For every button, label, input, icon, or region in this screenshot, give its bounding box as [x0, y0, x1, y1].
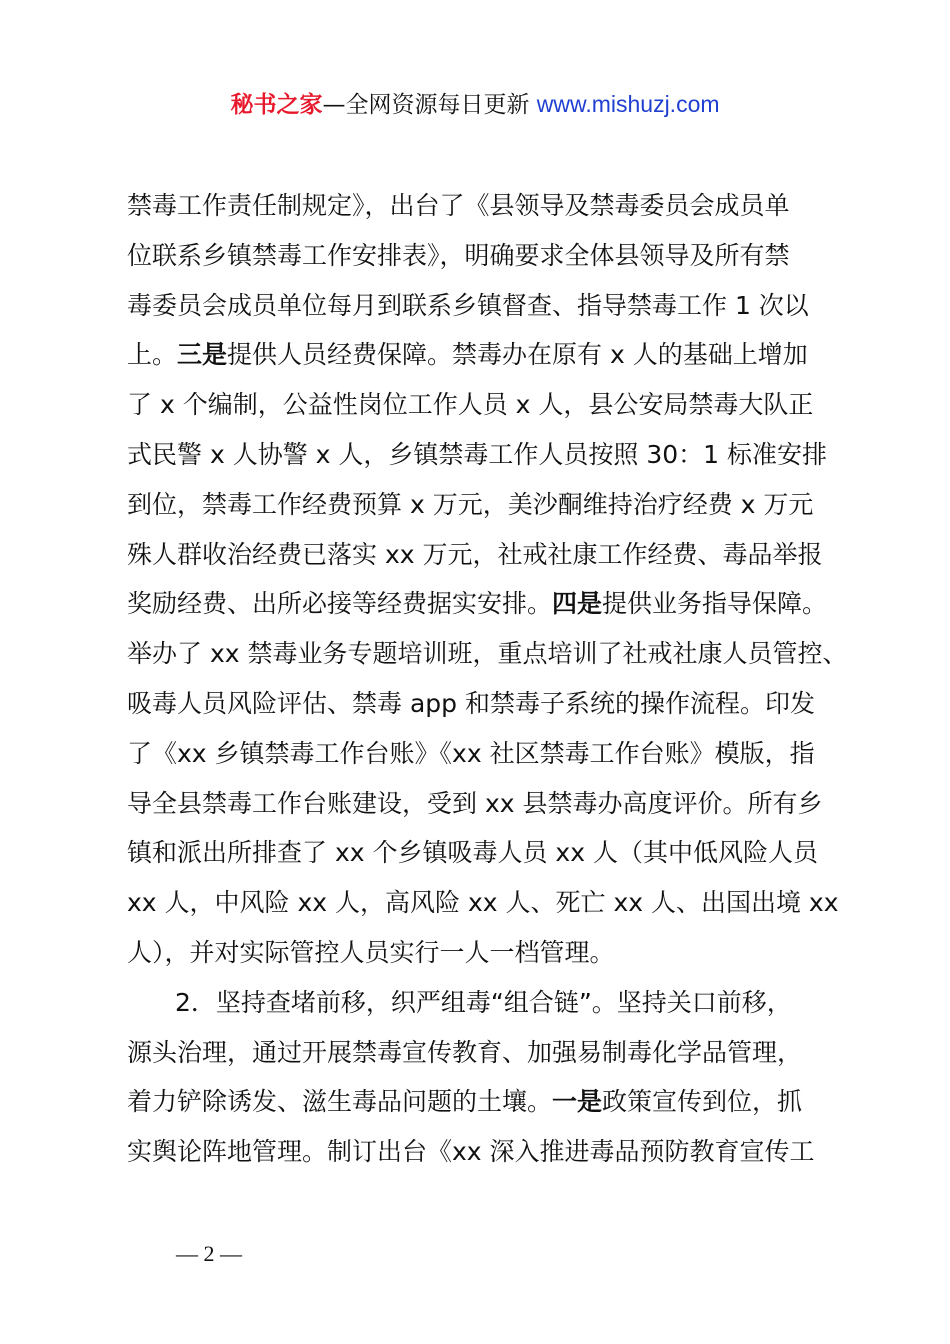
text-line: 镇和派出所排查了 xx 个乡镇吸毒人员 xx 人（其中低风险人员 [127, 838, 818, 868]
text-line: 了《xx 乡镇禁毒工作台账》《xx 社区禁毒工作台账》模版，指 [127, 738, 815, 768]
text-line: 着力铲除诱发、滋生毒品问题的土壤。一是政策宣传到位，抓 [127, 1087, 803, 1117]
text-line: 源头治理，通过开展禁毒宣传教育、加强易制毒化学品管理， [127, 1037, 803, 1067]
site-banner [0, 88, 950, 121]
brand-name: 秘书之家 [230, 92, 323, 118]
text-line: 2．坚持查堵前移，织严组毒“组合链”。坚持关口前移， [175, 987, 792, 1017]
text-line: 奖励经费、出所必接等经费据实安排。四是提供业务指导保障。 [127, 589, 828, 619]
text-line: 举办了 xx 禁毒业务专题培训班，重点培训了社戒社康人员管控、 [127, 639, 848, 669]
text-line: 殊人群收治经费已落实 xx 万元，社戒社康工作经费、毒品举报 [127, 539, 823, 569]
text-line: 上。三是提供人员经费保障。禁毒办在原有 x 人的基础上增加 [127, 340, 808, 370]
text-line: 到位，禁毒工作经费预算 x 万元，美沙酮维持治疗经费 x 万元 [127, 489, 814, 519]
emphasis-label: 四是 [552, 589, 603, 619]
page-number: — 2 — [176, 1241, 242, 1266]
text-line: 吸毒人员风险评估、禁毒 app 和禁毒子系统的操作流程。印发 [127, 688, 815, 718]
document-body [127, 181, 848, 1177]
emphasis-label: 三是 [177, 340, 228, 370]
emphasis-label: 一是 [552, 1087, 603, 1117]
text-line: 实舆论阵地管理。制订出台《xx 深入推进毒品预防教育宣传工 [127, 1137, 815, 1167]
text-line: 人），并对实际管控人员实行一人一档管理。 [127, 937, 615, 967]
site-url-link[interactable]: www.mishuzj.com [536, 91, 720, 117]
banner-tagline: —全网资源每日更新 [322, 92, 537, 118]
text-line: xx 人，中风险 xx 人，高风险 xx 人、死亡 xx 人、出国出境 xx [127, 888, 839, 918]
text-line: 了 x 个编制，公益性岗位工作人员 x 人，县公安局禁毒大队正 [127, 390, 814, 420]
text-line: 导全县禁毒工作台账建设，受到 xx 县禁毒办高度评价。所有乡 [127, 788, 823, 818]
text-line: 位联系乡镇禁毒工作安排表》，明确要求全体县领导及所有禁 [127, 240, 790, 270]
text-line: 式民警 x 人协警 x 人，乡镇禁毒工作人员按照 30：1 标准安排 [127, 439, 827, 469]
text-line: 毒委员会成员单位每月到联系乡镇督查、指导禁毒工作 1 次以 [127, 290, 809, 320]
text-line: 禁毒工作责任制规定》，出台了《县领导及禁毒委员会成员单 [127, 191, 790, 220]
